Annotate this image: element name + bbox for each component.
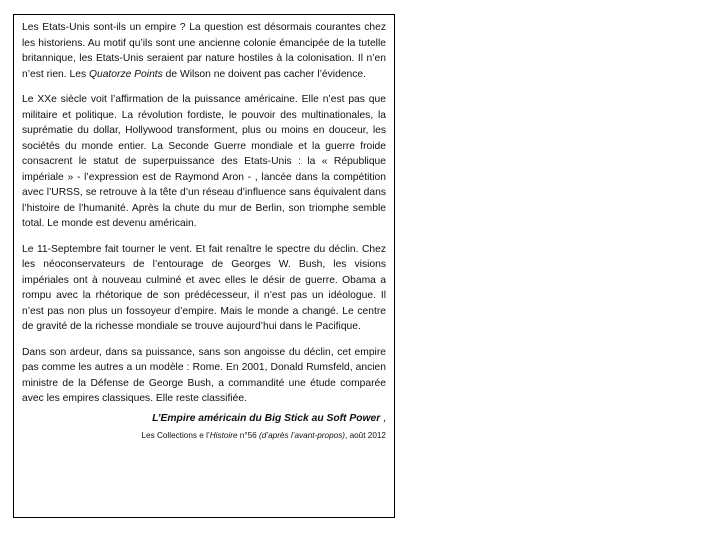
source-ref-date: , août 2012 (345, 430, 386, 440)
paragraph-3: Le 11-Septembre fait tourner le vent. Et fait renaître le spectre du déclin. Chez les néoconservateurs de l’entourage de Georges W. Bush, les visions impériales ont à nouveau culminé et avec elles le désir de guerre. Obama a rompu avec la rhétorique de son prédécesseur, il n’est pas un idéologue. Il n’est pas non plus un fossoyeur d’empire. Mais le monde a changé. Le centre de gravité de la richesse mondiale se trouve aujourd’hui dans le Pacifique. (22, 243, 386, 332)
source-title (22, 411, 386, 426)
source-title-suffix: , (380, 412, 386, 424)
source-reference (22, 430, 386, 442)
source-ref-middle: n°56 (237, 430, 259, 440)
source-ref-prefix: Les Collections e l’ (141, 430, 210, 440)
paragraph-1 (22, 20, 386, 82)
paragraph-1-text-end: de Wilson ne doivent pas cacher l’évidence. (162, 68, 367, 80)
source-title-text: L’Empire américain du Big Stick au Soft Power (152, 412, 381, 424)
quatorze-points-italic: Quatorze Points (88, 68, 163, 80)
paragraph-4: Dans son ardeur, dans sa puissance, sans son angoisse du déclin, cet empire pas comme les autres a un modèle : Rome. En 2001, Donald Rumsfeld, ancien ministre de la Défense de George Bush, a commandité une étude comparée avec les empires classiques. Elle reste classifiée. (22, 346, 386, 404)
source-ref-magazine: Histoire (209, 430, 238, 440)
text-frame (13, 14, 395, 518)
paragraph-1-text: Les Etats-Unis sont-ils un empire ? La question est désormais courantes chez les historiens. Au motif qu’ils sont une ancienne colonie émancipée de la tutelle britannique, les Etats-Unis seraient par nature hostiles à la colonisation. Il n’en n’est rien. Les (22, 22, 386, 80)
source-ref-note: (d’après l’avant-propos) (259, 430, 346, 440)
paragraph-2: Le XXe siècle voit l’affirmation de la puissance américaine. Elle n’est pas que militaire et politique. La révolution fordiste, le pouvoir des multinationales, la suprématie du dollar, Hollywood transforment, plus ou moins en douceur, les sociétés du monde entier. La Seconde Guerre mondiale et la guerre froide consacrent le statut de superpuissance des Etats-Unis : la « République impériale » - l’expression est de Raymond Aron - , lancée dans la compétition avec l’URSS, se retrouve à la tête d’un réseau d’influence sans équivalent dans l’histoire de l’humanité. Après la chute du mur de Berlin, son triomphe semble total. Le monde est devenu américain. (22, 94, 386, 229)
